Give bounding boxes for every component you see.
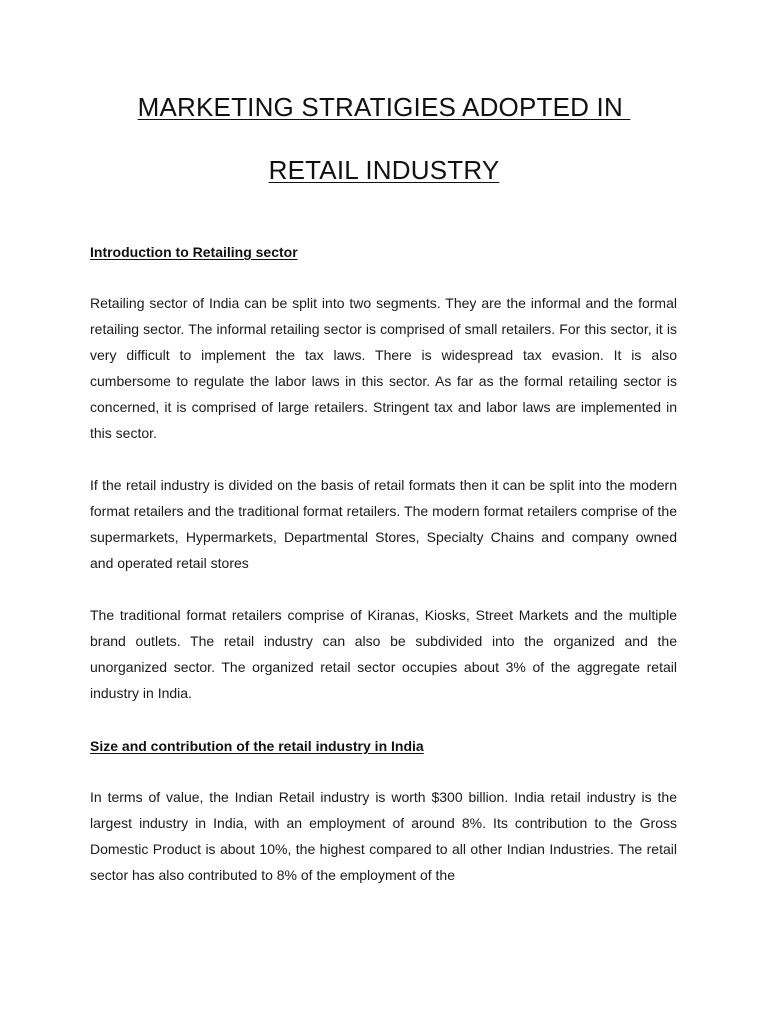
section-heading-introduction: Introduction to Retailing sector: [90, 244, 298, 260]
paragraph-retail-formats: If the retail industry is divided on the basis of retail formats then it can be split into the modern format retailers and the traditional format retailers. The modern format retailers comprise of the supermarkets, Hypermarkets, Departmental Stores, Specialty Chains and company owned and operated retail stores: [90, 477, 677, 571]
section-heading-size-contribution: Size and contribution of the retail industry in India: [90, 738, 424, 754]
paragraph-retailing-segments: Retailing sector of India can be split into two segments. They are the informal and the formal retailing sector. The informal retailing sector is comprised of small retailers. For this sector, it is very difficult to implement the tax laws. There is widespread tax evasion. It is also cumbersome to regulate the labor laws in this sector. As far as the formal retailing sector is concerned, it is comprised of large retailers. Stringent tax and labor laws are implemented in this sector.: [90, 295, 677, 441]
paragraph-traditional-formats: The traditional format retailers comprise of Kiranas, Kiosks, Street Markets and the multiple brand outlets. The retail industry can also be subdivided into the organized and the unorganized sector. The organized retail sector occupies about 3% of the aggregate retail industry in India.: [90, 607, 677, 701]
document-title-line-2: RETAIL INDUSTRY: [268, 155, 500, 185]
document-title-line-1: MARKETING STRATIGIES ADOPTED IN: [137, 92, 631, 122]
paragraph-industry-value: In terms of value, the Indian Retail industry is worth $300 billion. India retail industry is the largest industry in India, with an employment of around 8%. Its contribution to the Gross Domestic Product is about 10%, the highest compared to all other Indian Industries. The retail sector has also contributed to 8% of the employment of the: [90, 789, 677, 883]
